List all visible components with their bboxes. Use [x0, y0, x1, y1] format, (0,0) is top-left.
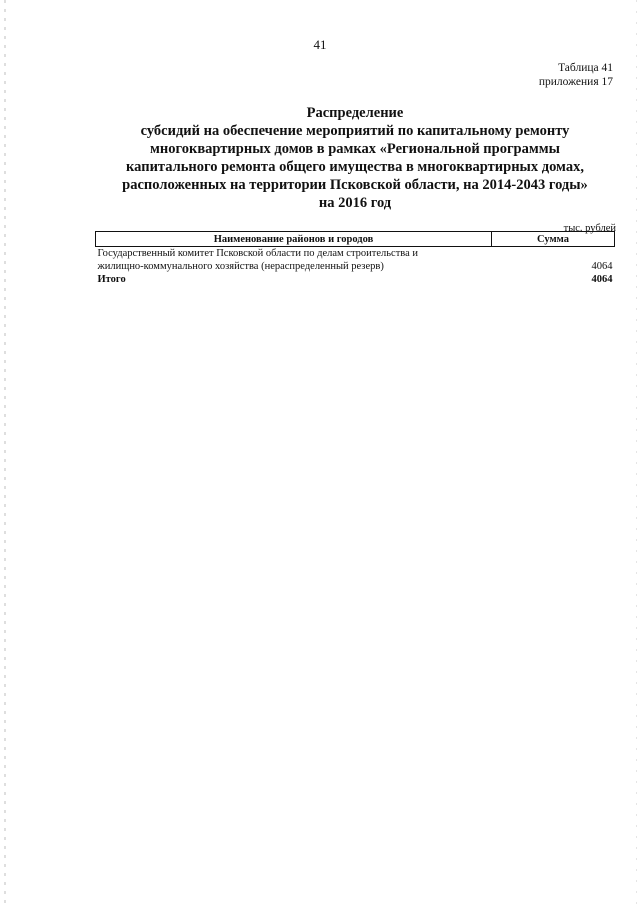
column-header-amount: Сумма — [492, 232, 615, 247]
total-amount: 4064 — [591, 274, 613, 285]
title-line: на 2016 год — [318, 195, 392, 211]
title-line: расположенных на территории Псковской области, на 2014-2043 годы» — [122, 177, 588, 193]
row-name-line: Государственный комитет Псковской области по делам строительства и — [97, 248, 419, 259]
page-number: 41 — [313, 37, 327, 52]
distribution-table — [95, 231, 615, 286]
scan-edge-right — [636, 0, 637, 905]
table-reference-line: Таблица 41 — [558, 62, 613, 74]
title-line: субсидий на обеспечение мероприятий по капитальному ремонту — [140, 123, 570, 139]
row-name — [96, 247, 492, 274]
title-line: многоквартирных домов в рамках «Региональной программы — [150, 141, 560, 157]
table-row — [96, 247, 615, 274]
appendix-reference-line: приложения 17 — [538, 76, 613, 88]
table-reference — [539, 61, 613, 89]
table-header-row — [96, 232, 615, 247]
total-row — [96, 273, 615, 286]
document-title — [90, 104, 620, 212]
scan-edge-left — [4, 0, 6, 905]
column-header-name: Наименование районов и городов — [96, 232, 492, 247]
row-amount: 4064 — [591, 261, 613, 272]
row-name-line: жилищно-коммунального хозяйства (нераспределенный резерв) — [97, 261, 384, 272]
total-label: Итого — [97, 274, 126, 285]
title-line: капитального ремонта общего имущества в многоквартирных домах, — [126, 159, 584, 175]
units-label: тыс. рублей — [563, 223, 616, 234]
title-line: Распределение — [306, 105, 404, 121]
